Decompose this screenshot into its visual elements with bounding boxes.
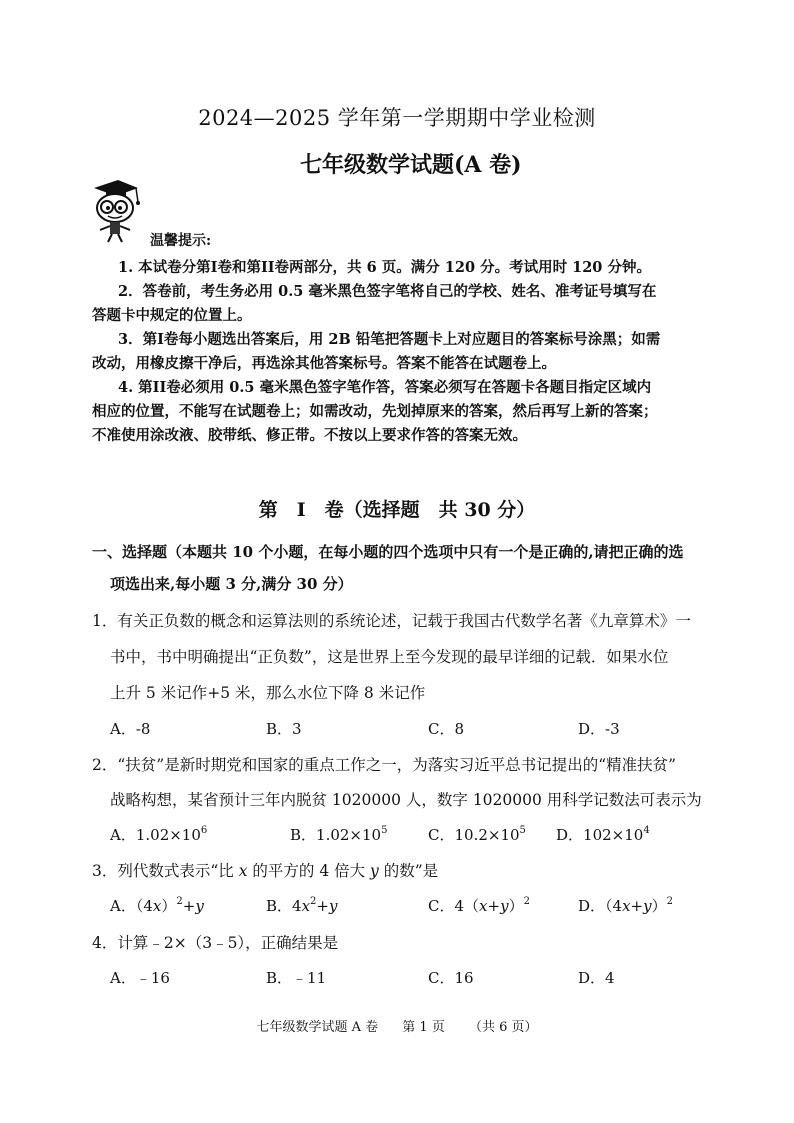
q3-line1: 3．列代数式表示“比 x 的平方的 4 倍大 y 的数”是 [92, 862, 439, 880]
q1-option-b: B．3 [266, 720, 302, 738]
footer-exam-name: 七年级数学试题 A 卷 [256, 1020, 379, 1035]
q1-line3: 上升 5 米记作+5 米，那么水位下降 8 米记作 [110, 684, 426, 702]
q2-option-a: A．$1.02\times 10^6$ [110, 825, 208, 844]
q2-option-b: B．$1.02\times 10^5$ [290, 825, 388, 844]
q1-line1: 1．有关正负数的概念和运算法则的系统论述，记载于我国古代数学名著《九章算术》一 [92, 612, 691, 630]
exam-subtitle: 七年级数学试题(A 卷) [300, 152, 522, 178]
note-3-line2: 改动，用橡皮擦干净后，再选涂其他答案标号。答案不能答在试题卷上。 [92, 355, 556, 372]
q2-option-c: C．$10.2\times 10^5$ [428, 825, 526, 844]
q4-option-a: A．﹣16 [110, 969, 170, 987]
q2-option-d: D．$102\times 10^4$ [556, 825, 650, 844]
section-instructions-line1: 一、选择题（本题共 10 个小题，在每小题的四个选项中只有一个是正确的,请把正确的选 [92, 543, 684, 561]
note-2-line2: 答题卡中规定的位置上。 [92, 307, 252, 324]
q4-option-b: B．﹣11 [266, 969, 327, 987]
note-4-line3: 不准使用涂改液、胶带纸、修正带。不按以上要求作答的答案无效。 [92, 427, 527, 444]
q3-option-c: C．$4(x+y)^2$ [428, 896, 530, 915]
footer-total-pages: （共 6 页） [468, 1020, 538, 1035]
q3-option-b: B．$4x^2+y$ [266, 896, 338, 915]
q2-line2: 战略构想，某省预计三年内脱贫 1020000 人，数字 1020000 用科学记数法可表示为 [110, 791, 702, 809]
part-1-title: 第 I 卷（选择题 共 30 分） [258, 499, 536, 521]
note-4-line1: 4. 第II卷必须用 0.5 毫米黑色签字笔作答，答案必须写在答题卡各题目指定区域内 [118, 379, 652, 396]
footer-page-number: 第 1 页 [402, 1020, 445, 1035]
q3-option-a: A．$(4x)^2+y$ [110, 896, 204, 915]
tips-label: 温馨提示: [150, 233, 212, 249]
q1-option-a: A．-8 [110, 720, 151, 738]
q1-line2: 书中，书中明确提出“正负数”，这是世界上至今发现的最早详细的记载．如果水位 [110, 648, 669, 666]
exam-title: 2024—2025 学年第一学期期中学业检测 [198, 106, 596, 130]
note-3-line1: 3．第I卷每小题选出答案后，用 2B 铅笔把答题卡上对应题目的答案标号涂黑；如需 [118, 331, 661, 348]
q4-line1: 4．计算﹣2×（3﹣5），正确结果是 [92, 934, 339, 952]
note-1: 1. 本试卷分第I卷和第II卷两部分，共 6 页。满分 120 分。考试用时 120 分钟。 [118, 259, 651, 276]
page-footer [0, 1016, 794, 1035]
mascot-doctor-icon [88, 178, 142, 244]
section-instructions-line2: 项选出来,每小题 3 分,满分 30 分） [110, 575, 353, 593]
q4-option-d: D．4 [578, 969, 615, 987]
q3-option-d: D．$(4x+y)^2$ [578, 896, 673, 915]
q1-option-d: D．-3 [578, 720, 620, 738]
q1-option-c: C．8 [428, 720, 465, 738]
q4-option-c: C．16 [428, 969, 474, 987]
note-4-line2: 相应的位置，不能写在试题卷上；如需改动，先划掉原来的答案，然后再写上新的答案； [92, 403, 658, 420]
q2-line1: 2．“扶贫”是新时期党和国家的重点工作之一，为落实习近平总书记提出的“精准扶贫” [92, 756, 677, 774]
note-2-line1: 2．答卷前，考生务必用 0.5 毫米黑色签字笔将自己的学校、姓名、准考证号填写在 [118, 283, 657, 300]
